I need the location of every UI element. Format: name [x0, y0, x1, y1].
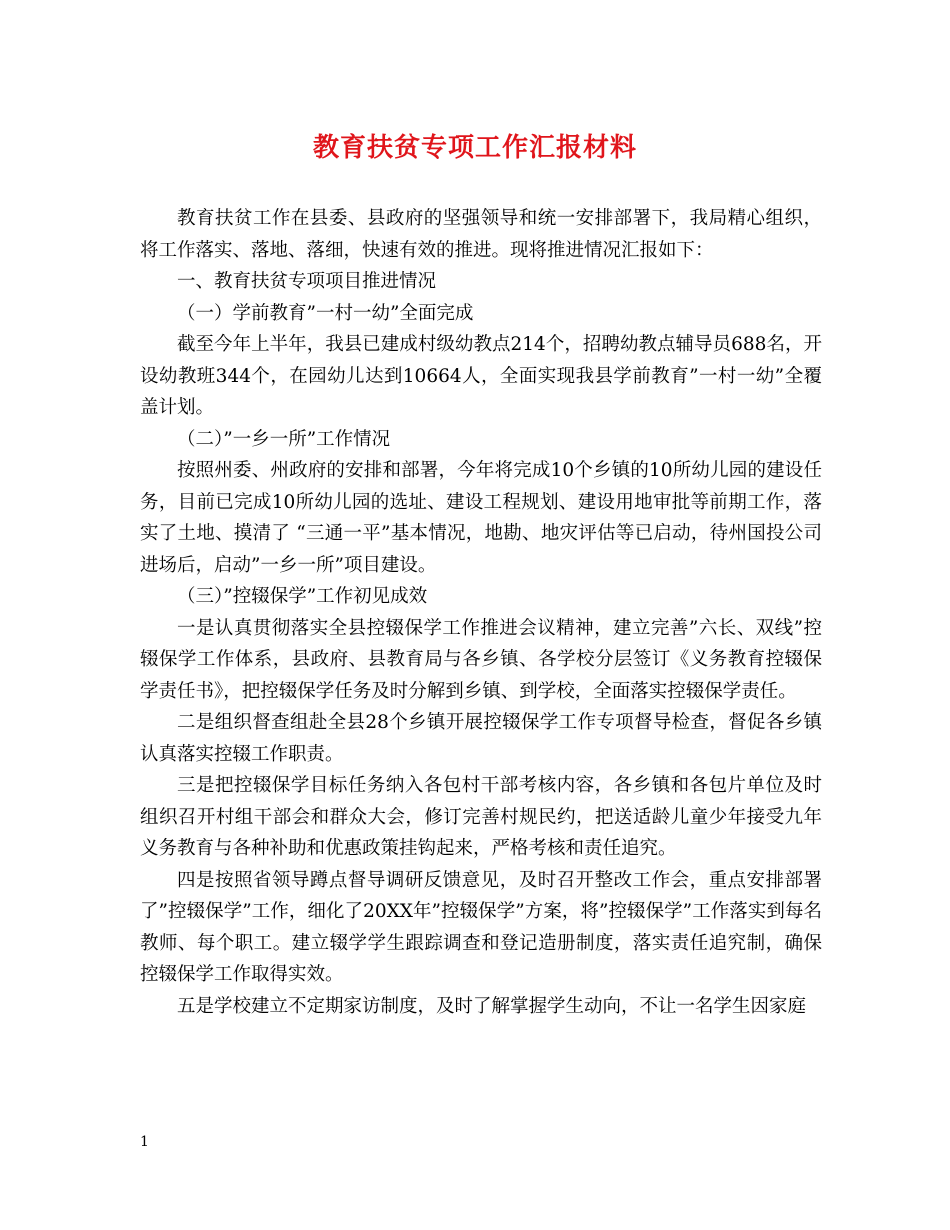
- paragraph-kindergarten-construction: 按照州委、州政府的安排和部署，今年将完成10个乡镇的10所幼儿园的建设任务，目前已完成10所幼儿园的选址、建设工程规划、建设用地审批等前期工作，落实了土地、摸清了 “三通一平”基本情况，地勘、地灾评估等已启动，待州国投公司进场后，启动”一乡一所”项目建设。: [140, 460, 822, 576]
- subsection-heading-3: （三）”控辍保学”工作初见成效: [177, 586, 428, 607]
- paragraph-measure-5: 五是学校建立不定期家访制度，及时了解掌握学生动向，不让一名学生因家庭: [177, 995, 807, 1017]
- paragraph-measure-4: 四是按照省领导蹲点督导调研反馈意见，及时召开整改工作会，重点安排部署了”控辍保学”工作，细化了20XX年”控辍保学”方案，将”控辍保学”工作落实到每名教师、每个职工。建立辍学学生跟踪调查和登记造册制度，落实责任追究制，确保控辍保学工作取得实效。: [140, 869, 822, 985]
- paragraph-measure-3: 三是把控辍保学目标任务纳入各包村干部考核内容，各乡镇和各包片单位及时组织召开村组干部会和群众大会，修订完善村规民约，把送适龄儿童少年接受九年义务教育与各种补助和优惠政策挂钩起来，严格考核和责任追究。: [140, 775, 822, 859]
- intro-paragraph: 教育扶贫工作在县委、县政府的坚强领导和统一安排部署下，我局精心组织，将工作落实、落地、落细，快速有效的推进。现将推进情况汇报如下：: [140, 208, 822, 261]
- paragraph-measure-1: 一是认真贯彻落实全县控辍保学工作推进会议精神，建立完善”六长、双线”控辍保学工作体系，县政府、县教育局与各乡镇、各学校分层签订《义务教育控辍保学责任书》，把控辍保学任务及时分解到乡镇、到学校，全面落实控辍保学责任。: [140, 617, 822, 702]
- document-body: [140, 203, 822, 1022]
- subsection-heading-1: （一）学前教育”一村一幼”全面完成: [177, 302, 474, 324]
- subsection-heading-2: （二）”一乡一所”工作情况: [177, 428, 391, 450]
- page-number: 1: [140, 1134, 149, 1150]
- paragraph-preschool: 截至今年上半年，我县已建成村级幼教点214个，招聘幼教点辅导员688名，开设幼教班344个，在园幼儿达到10664人，全面实现我县学前教育”一村一幼”全覆盖计划。: [140, 334, 822, 418]
- paragraph-measure-2: 二是组织督查组赴全县28个乡镇开展控辍保学工作专项督导检查，督促各乡镇认真落实控辍工作职责。: [140, 712, 822, 765]
- section-heading-1: 一、教育扶贫专项项目推进情况: [177, 271, 437, 292]
- document-title: 教育扶贫专项工作汇报材料: [312, 133, 637, 163]
